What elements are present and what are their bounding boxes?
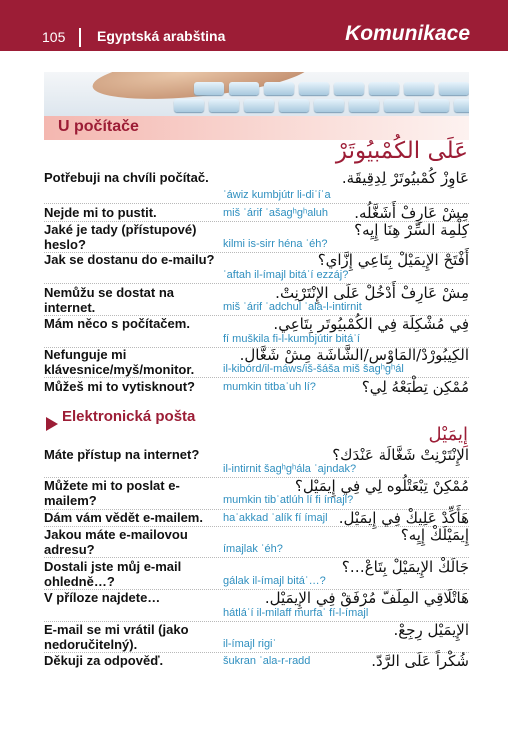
section-header-computer bbox=[44, 116, 469, 140]
keyboard-keys bbox=[194, 82, 469, 95]
header-divider bbox=[79, 28, 81, 47]
phrase-ar: كِلْمِة السِّرْ هِنَا إِيِه؟ bbox=[354, 221, 469, 239]
phrase-transliteration: hátláʾí il-milaff murfaʾ fí-l-ímajl bbox=[223, 607, 369, 619]
phrase-cz: Dostali jste můj e-mail ohledně…? bbox=[44, 559, 182, 589]
phrase-transliteration: mumkin tibʿatlúh lí fi ímajl? bbox=[223, 494, 354, 506]
section-title-ar: عَلَى الكُمْبيُوتَرْ bbox=[335, 138, 468, 164]
phrase-ar: عَاوِزْ كُمْبيُوتَرْ لِدِقِيقَة. bbox=[341, 169, 469, 187]
phrase-ar: مُمْكِنْ تِبْعَتْلُوه لِي فِي إِيمَيْل؟ bbox=[294, 477, 469, 495]
phrase-entry bbox=[44, 379, 469, 397]
phrase-cz: Nemůžu se dostat na internet. bbox=[44, 285, 175, 315]
phrase-ar: الإِيمَيْل رِجِعْ. bbox=[393, 621, 469, 639]
phrase-entry bbox=[44, 527, 469, 559]
phrase-entry bbox=[44, 285, 469, 317]
phrase-ar: فِي مُشْكِلَة فِي الكُمْبيُوتَر بِتَاعِي. bbox=[273, 315, 469, 333]
phrase-cz: Dám vám vědět e-mailem. bbox=[44, 510, 203, 525]
phrase-ar: مِشْ عَارِفْ أَشَغَّلُه. bbox=[354, 204, 469, 222]
phrase-ar: شُكْراً عَلَى الرَّدّ. bbox=[371, 652, 469, 670]
phrase-cz: V příloze najdete… bbox=[44, 590, 161, 605]
keyboard-photo bbox=[44, 72, 469, 116]
phrase-transliteration: gálak il-ímajl bitáʿ…? bbox=[223, 575, 326, 587]
phrase-entry bbox=[44, 447, 469, 479]
phrase-entry bbox=[44, 347, 469, 379]
section-title-cz: U počítače bbox=[58, 118, 139, 135]
phrase-cz: Děkuji za odpověď. bbox=[44, 653, 164, 668]
phrase-transliteration: fí muškila fi-l-kumbjútir bitáʿí bbox=[223, 333, 360, 345]
phrase-entry bbox=[44, 222, 469, 254]
phrase-transliteration: mumkin titbaʿuh lí? bbox=[223, 381, 316, 393]
phrase-ar: أَفْتَحْ الإِيمَيْلْ بِتَاعِي إِزَّاي؟ bbox=[317, 251, 469, 269]
phrase-ar: إِيمَيْلَكْ إِيِه؟ bbox=[400, 526, 469, 544]
page-number: 105 bbox=[42, 29, 66, 45]
phrase-ar: هَأَكِّدْ عَلِيكْ فِي إِيمَيْل. bbox=[338, 509, 469, 527]
phrase-entry bbox=[44, 653, 469, 671]
phrase-entry bbox=[44, 478, 469, 510]
phrase-entry bbox=[44, 170, 469, 208]
phrase-ar: مِشْ عَارِفْ أَدْخُلْ عَلَى الإِنْتَرْنِتْ. bbox=[275, 284, 469, 302]
section-marker-icon bbox=[46, 417, 58, 431]
section-title-ar: إِيمَيْل bbox=[428, 424, 468, 445]
phrase-ar: الإِنْتَرْنِتْ شَغَّالَة عَنْدَك؟ bbox=[332, 446, 469, 464]
phrase-transliteration: kilmi is-sirr héna ʾéh? bbox=[223, 238, 328, 250]
phrase-cz: Nejde mi to pustit. bbox=[44, 205, 157, 220]
chapter-title: Komunikace bbox=[345, 22, 470, 45]
phrase-transliteration: ʾaftah il-ímajl bitáʿí ezzáj? bbox=[223, 269, 349, 281]
phrase-transliteration: miš ʿárif ʾadchul ʿala-l-intirnit bbox=[223, 301, 362, 313]
phrase-entry bbox=[44, 252, 469, 284]
phrase-cz: Můžete mi to poslat e-mailem? bbox=[44, 478, 180, 508]
phrase-cz: Jaké je tady (přístupové) heslo? bbox=[44, 222, 197, 252]
phrase-transliteration: miš ʿárif ʾašagʰgʰaluh bbox=[223, 207, 329, 219]
phrase-transliteration: il-kibórd/il-máws/iš-šáša miš šagʰgʰál bbox=[223, 363, 404, 375]
phrase-cz: Můžeš mi to vytisknout? bbox=[44, 379, 195, 394]
phrase-transliteration: il-ímajl rigiʿ bbox=[223, 638, 277, 650]
phrase-ar: جَالَكْ الإِيمَيْلْ بِتَاعْ…؟ bbox=[341, 558, 469, 576]
phrase-cz: Jak se dostanu do e-mailu? bbox=[44, 252, 215, 267]
keyboard-keys bbox=[174, 99, 469, 112]
phrase-cz: Jakou máte e-mailovou adresu? bbox=[44, 527, 188, 557]
phrase-transliteration: šukran ʿala-r-radd bbox=[223, 655, 311, 667]
phrase-cz: Nefunguje mi klávesnice/myš/monitor. bbox=[44, 347, 195, 377]
phrase-cz: Máte přístup na internet? bbox=[44, 447, 200, 462]
phrase-cz: Mám něco s počítačem. bbox=[44, 316, 190, 331]
phrase-transliteration: ímajlak ʾéh? bbox=[223, 543, 283, 555]
phrase-cz: E-mail se mi vrátil (jako nedoručitelný). bbox=[44, 622, 189, 652]
phrase-transliteration: il-intirnit šagʰgʰála ʿajndak? bbox=[223, 463, 357, 475]
book-title: Egyptská arabština bbox=[97, 28, 226, 44]
phrase-ar: مُمْكِن تِطْبَعْهُ لِي؟ bbox=[361, 378, 469, 396]
phrase-entry bbox=[44, 622, 469, 654]
phrase-transliteration: haʾakkad ʿalík fí ímajl bbox=[223, 512, 328, 524]
phrase-cz: Potřebuji na chvíli počítač. bbox=[44, 170, 209, 185]
phrase-ar: هَاتْلَاقِي المِلَفّ مُرْفَقْ فِي الإِيمَيْل. bbox=[264, 589, 469, 607]
phrase-ar: الكِيبُورْدْ/المَاوْس/الشَّاشَة مِشْ شَغَّال. bbox=[239, 346, 469, 364]
phrase-entry bbox=[44, 316, 469, 348]
phrase-entry bbox=[44, 559, 469, 591]
phrase-entry bbox=[44, 590, 469, 622]
section-title-cz: Elektronická pošta bbox=[62, 408, 196, 425]
phrase-transliteration: ʿáwiz kumbjútr li-diʾíʾa bbox=[223, 189, 331, 201]
